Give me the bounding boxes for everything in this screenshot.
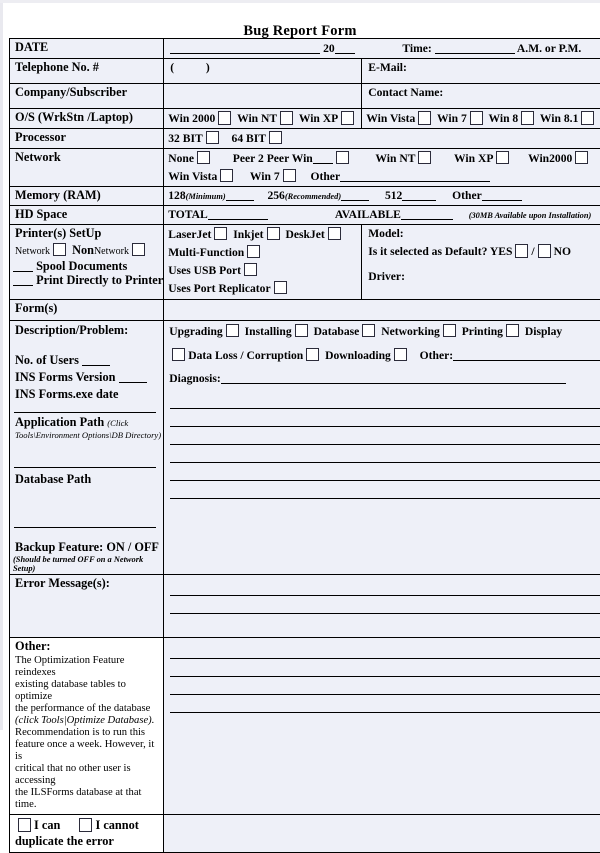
category-upgrading-checkbox[interactable] (226, 324, 239, 337)
printer-direct-input[interactable] (13, 285, 33, 286)
hdspace-total-label: TOTAL (168, 208, 208, 221)
table-row-description (10, 320, 600, 575)
date-input[interactable] (170, 53, 320, 54)
os-option-win81-checkbox[interactable] (581, 111, 594, 125)
category-dataloss-checkbox-2[interactable] (306, 348, 319, 361)
printer-default-no-label: NO (554, 245, 571, 258)
error-label-cell (10, 575, 164, 638)
printer-model-label: Model: (362, 225, 600, 243)
version-row[interactable] (10, 369, 163, 386)
printer-network-label: Network (15, 246, 50, 257)
paren-close: ) (206, 61, 210, 74)
telephone-label: Telephone No. # (10, 59, 163, 76)
writing-line[interactable] (170, 677, 600, 695)
table-row-duplicate (10, 814, 600, 853)
printer-replicator-label: Uses Port Replicator (168, 282, 270, 295)
writing-line[interactable] (170, 695, 600, 713)
users-row[interactable] (10, 352, 163, 369)
printer-type-inkjet-label: Inkjet (233, 228, 263, 241)
printer-multifunction-label: Multi-Function (168, 246, 244, 259)
category-installing-label: Installing (245, 325, 292, 338)
processor-option-64bit-label: 64 BIT (232, 132, 266, 145)
writing-line[interactable] (170, 481, 600, 499)
duplicate-blank-cell[interactable] (164, 814, 600, 853)
email-cell[interactable] (362, 59, 600, 84)
network-options-cell[interactable] (164, 149, 600, 186)
version-input[interactable] (119, 382, 147, 383)
printer-default-no-checkbox[interactable] (538, 244, 551, 258)
network-option-winxp-label: Win XP (454, 152, 493, 165)
email-label: E-Mail: (362, 59, 600, 77)
bug-report-table (9, 38, 600, 853)
memory-rec-note: (Recommended) (285, 192, 341, 201)
memory-min-input[interactable] (226, 200, 254, 201)
network-option-win2000-label: Win2000 (528, 152, 572, 165)
os-options-left-cell[interactable] (164, 109, 362, 129)
other-body-line-7: the ILSForms database at that time. (15, 787, 159, 811)
version-label: INS Forms Version (15, 370, 115, 384)
category-other-input[interactable] (453, 360, 600, 361)
other-lines-cell[interactable] (164, 637, 600, 814)
telephone-label-cell (10, 59, 164, 84)
os-option-win8-label: Win 8 (488, 112, 518, 125)
diagnosis-label: Diagnosis: (169, 372, 221, 385)
time-label: Time: (402, 42, 431, 55)
printer-type-laserjet-label: LaserJet (168, 228, 211, 241)
table-row-error (10, 575, 600, 638)
os-option-winxp-checkbox[interactable] (341, 111, 354, 125)
table-row-processor (10, 129, 600, 149)
error-writing-lines[interactable] (164, 575, 600, 634)
page-title: Bug Report Form (0, 23, 600, 40)
printer-type-deskjet-label: DeskJet (285, 228, 324, 241)
printer-replicator-checkbox[interactable] (274, 281, 287, 294)
ampm-label: A.M. or P.M. (517, 42, 581, 55)
network-label: Network (10, 149, 163, 166)
memory-label: Memory (RAM) (10, 187, 163, 204)
company-label: Company/Subscriber (10, 84, 163, 101)
printer-type-laserjet-checkbox[interactable] (214, 227, 227, 240)
duplicate-second-line: duplicate the error (10, 833, 163, 852)
company-value-cell[interactable] (164, 84, 362, 109)
memory-rec-input[interactable] (341, 200, 369, 201)
category-printing-label: Printing (462, 325, 503, 338)
network-option-none-checkbox[interactable] (197, 151, 210, 164)
writing-line[interactable] (170, 596, 600, 614)
cannot-duplicate-label: I cannot (95, 818, 138, 832)
forms-value-cell[interactable] (164, 299, 600, 320)
network-option-winxp-checkbox[interactable] (496, 151, 509, 164)
other-body-line-6: critical that no other user is accessing (15, 763, 159, 787)
memory-third-input[interactable] (402, 200, 436, 201)
hdspace-total-input[interactable] (208, 219, 268, 220)
memory-options-cell[interactable] (164, 186, 600, 205)
network-option-winvista-label: Win Vista (168, 170, 217, 183)
table-row-other (10, 637, 600, 814)
printer-nonnetwork-rest: Network (94, 246, 129, 257)
table-row-forms (10, 299, 600, 320)
other-label: Other: (10, 638, 163, 655)
category-display-label: Display (525, 325, 562, 338)
processor-options-cell[interactable] (164, 129, 600, 149)
memory-other-label: Other (452, 189, 482, 202)
os-option-winnt-checkbox[interactable] (280, 111, 293, 125)
can-duplicate-checkbox[interactable] (18, 818, 31, 832)
scan-edge-top (0, 0, 600, 3)
network-other-input[interactable] (340, 181, 490, 182)
network-other-label: Other (310, 170, 340, 183)
os-option-winxp-label: Win XP (299, 112, 338, 125)
printer-nonnetwork-checkbox[interactable] (132, 243, 145, 256)
writing-line[interactable] (170, 391, 600, 409)
printer-direct-label: Print Directly to Printer (36, 273, 163, 287)
category-other-label: Other: (420, 349, 453, 362)
category-database-label: Database (314, 325, 360, 338)
description-label-cell (10, 320, 164, 575)
printer-default-slash: / (531, 245, 534, 258)
printer-nonnetwork-bold: Non (72, 243, 94, 257)
processor-option-32bit-label: 32 BIT (168, 132, 202, 145)
printer-type-inkjet-checkbox[interactable] (267, 227, 280, 240)
other-body-line-4: Recommendation is to run this (15, 727, 159, 739)
category-downloading-label: Downloading (325, 349, 391, 362)
other-label-cell (10, 637, 164, 814)
printer-usb-label: Uses USB Port (168, 264, 241, 277)
table-row-hdspace (10, 205, 600, 224)
table-row-memory (10, 186, 600, 205)
printer-types-cell[interactable] (164, 224, 362, 299)
error-label: Error Message(s): (10, 575, 163, 592)
date-year-prefix: 20 (323, 42, 335, 55)
exe-date-label: INS Forms.exe date (15, 387, 118, 401)
writing-line[interactable] (170, 659, 600, 677)
printer-driver-label: Driver: (362, 261, 600, 286)
writing-line-blank[interactable] (170, 713, 600, 730)
category-database-checkbox[interactable] (362, 324, 375, 337)
printer-default-question: Is it selected as Default? YES (368, 245, 512, 258)
os-option-winvista-label: Win Vista (366, 112, 415, 125)
category-networking-checkbox[interactable] (443, 324, 456, 337)
forms-label: Form(s) (10, 300, 163, 317)
description-writing-lines[interactable] (164, 388, 600, 519)
network-option-winvista-checkbox[interactable] (220, 169, 233, 182)
memory-min-note: (Minimum) (186, 192, 226, 201)
os-label-cell (10, 109, 164, 129)
hdspace-value-cell[interactable] (164, 205, 600, 224)
cannot-duplicate-checkbox[interactable] (79, 818, 92, 832)
memory-label-cell (10, 186, 164, 205)
category-dataloss-label: Data Loss / Corruption (188, 349, 303, 362)
os-option-winnt-label: Win NT (237, 112, 277, 125)
duplicate-label-cell[interactable] (10, 814, 164, 853)
description-options-cell[interactable] (164, 320, 600, 575)
app-path-hint-b: Tools\Environment Options\DB Directory) (10, 430, 163, 440)
can-duplicate-label: I can (34, 818, 60, 832)
printer-default-yes-checkbox[interactable] (515, 244, 528, 258)
printer-spool-label: Spool Documents (36, 259, 127, 273)
app-path-label: Application Path (15, 415, 104, 429)
network-option-p2p-checkbox[interactable] (336, 151, 349, 164)
writing-line[interactable] (170, 578, 600, 596)
printer-label: Printer(s) SetUp (10, 225, 163, 242)
users-input[interactable] (82, 365, 110, 366)
other-body-line-2: existing database tables to optimize (15, 679, 159, 703)
error-lines-cell[interactable] (164, 575, 600, 638)
diagnosis-input[interactable] (221, 383, 566, 384)
category-printing-checkbox[interactable] (506, 324, 519, 337)
writing-line-blank[interactable] (170, 499, 600, 516)
printer-label-cell (10, 224, 164, 299)
network-option-none-label: None (168, 152, 194, 165)
other-body-line-1: The Optimization Feature reindexes (15, 655, 159, 679)
table-row-telephone (10, 59, 600, 84)
os-option-win2000-label: Win 2000 (168, 112, 215, 125)
processor-label: Processor (10, 129, 163, 146)
os-option-win7-label: Win 7 (437, 112, 467, 125)
other-body-italic: (click Tools|Optimize Database). (15, 715, 159, 727)
os-option-win7-checkbox[interactable] (470, 111, 483, 125)
writing-line[interactable] (170, 463, 600, 481)
processor-option-32bit-checkbox[interactable] (206, 131, 219, 144)
telephone-value-cell[interactable] (164, 59, 362, 84)
category-upgrading-label: Upgrading (169, 325, 222, 338)
date-year-input[interactable] (335, 53, 355, 54)
printer-usb-checkbox[interactable] (244, 263, 257, 276)
app-path-row (10, 413, 163, 430)
network-option-win7-checkbox[interactable] (283, 169, 296, 182)
os-option-win81-label: Win 8.1 (540, 112, 578, 125)
network-option-winnt-label: Win NT (375, 152, 415, 165)
table-row-date (10, 39, 600, 59)
app-path-hint-a: (Click (107, 418, 128, 428)
os-options-right-cell[interactable] (362, 109, 600, 129)
writing-line[interactable] (170, 427, 600, 445)
hdspace-label: HD Space (10, 206, 163, 223)
table-row-network (10, 149, 600, 186)
processor-option-64bit-checkbox[interactable] (269, 131, 282, 144)
backup-label: Backup Feature: ON / OFF (10, 539, 163, 555)
memory-rec-value: 256 (267, 189, 284, 202)
network-option-win7-label: Win 7 (250, 170, 280, 183)
category-installing-checkbox[interactable] (295, 324, 308, 337)
description-label: Description/Problem: (10, 321, 163, 339)
table-row-printer (10, 224, 600, 299)
category-networking-label: Networking (381, 325, 440, 338)
network-option-p2p-input[interactable] (313, 163, 333, 164)
other-body-line-5: feature once a week. However, it is (15, 739, 159, 763)
company-label-cell (10, 84, 164, 109)
network-option-winnt-checkbox[interactable] (418, 151, 431, 164)
scan-edge-left (0, 0, 3, 730)
network-option-win2000-checkbox[interactable] (575, 151, 588, 164)
users-label: No. of Users (15, 353, 79, 367)
backup-note: (Should be turned OFF on a Network Setup) (10, 555, 163, 574)
db-path-label: Database Path (10, 468, 163, 488)
memory-min-value: 128 (168, 189, 185, 202)
date-label-cell (10, 39, 164, 59)
memory-third-value: 512 (385, 189, 402, 202)
contact-name-cell[interactable] (362, 84, 600, 109)
table-row-os (10, 109, 600, 129)
other-body-line-3: the performance of the database (15, 703, 159, 715)
hdspace-note: (30MB Available upon Installation) (469, 211, 592, 220)
time-input[interactable] (435, 53, 515, 54)
date-value-cell[interactable] (164, 39, 600, 59)
hdspace-available-label: AVAILABLE (335, 208, 401, 221)
exe-date-row[interactable] (10, 386, 163, 403)
os-label: O/S (WrkStn /Laptop) (10, 109, 163, 126)
memory-other-input[interactable] (482, 200, 522, 201)
network-label-cell (10, 149, 164, 186)
writing-line[interactable] (170, 641, 600, 659)
writing-line-blank[interactable] (170, 614, 600, 631)
category-dataloss-checkbox[interactable] (172, 348, 185, 361)
date-label: DATE (10, 39, 163, 56)
contact-name-label: Contact Name: (362, 84, 600, 102)
category-downloading-checkbox[interactable] (394, 348, 407, 361)
writing-line[interactable] (170, 445, 600, 463)
printer-network-checkbox[interactable] (53, 243, 66, 256)
processor-label-cell (10, 129, 164, 149)
hdspace-label-cell (10, 205, 164, 224)
os-option-win2000-checkbox[interactable] (218, 111, 231, 125)
hdspace-available-input[interactable] (401, 219, 453, 220)
printer-model-cell[interactable] (362, 224, 600, 299)
os-option-winvista-checkbox[interactable] (418, 111, 431, 125)
printer-spool-input[interactable] (13, 271, 33, 272)
other-writing-lines[interactable] (164, 638, 600, 733)
table-row-company (10, 84, 600, 109)
printer-multifunction-checkbox[interactable] (247, 245, 260, 258)
writing-line[interactable] (170, 409, 600, 427)
printer-type-deskjet-checkbox[interactable] (328, 227, 341, 240)
paren-open: ( (170, 61, 174, 74)
os-option-win8-checkbox[interactable] (521, 111, 534, 125)
network-option-p2p-label: Peer 2 Peer Win (233, 152, 313, 165)
forms-label-cell (10, 299, 164, 320)
